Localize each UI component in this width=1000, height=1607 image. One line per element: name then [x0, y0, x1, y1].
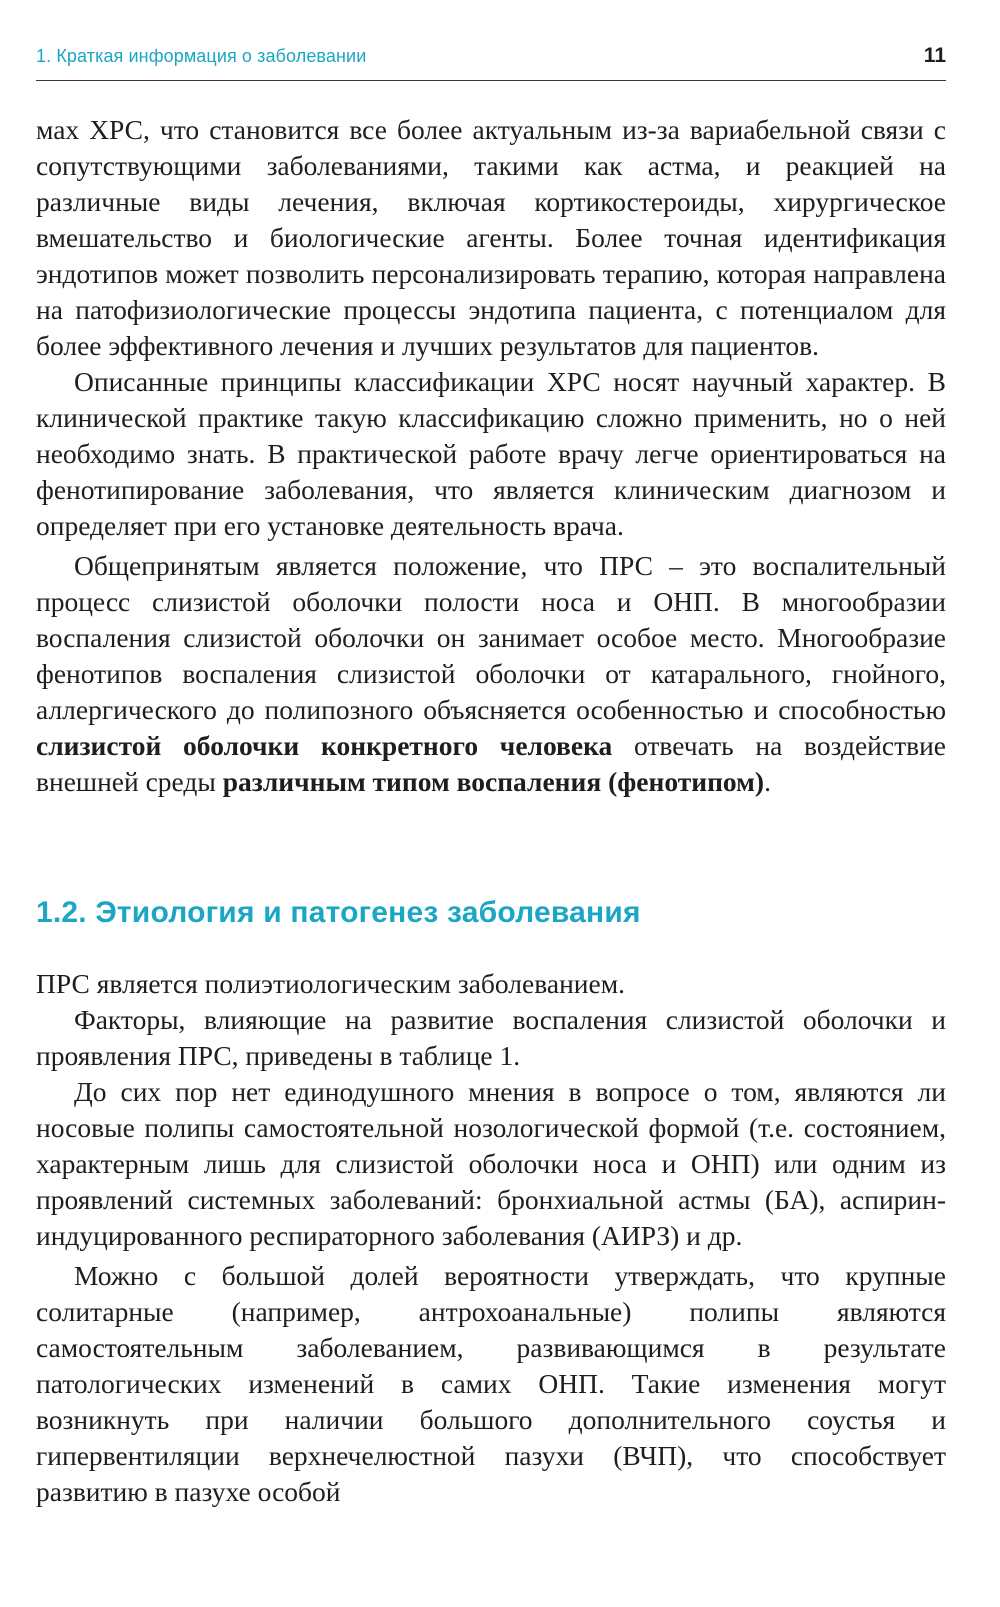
- body-text-top: [36, 112, 946, 800]
- bold-phrase-inflammation-type: различным типом воспаления (фенотипом): [222, 766, 765, 797]
- paragraph-solitary-polyps: Можно с большой долей вероятности утверждать, что крупные солитарные (например, антрохоанальные) полипы являются самостоятельным заболеванием, развивающимся в результате патологических изменений в самих ОНП. Такие изменения могут возникнуть при наличии большого дополнительного соустья и гипервентиляции верхнечелюстной пазухи (ВЧП), что способствует развитию в пазухе особой: [36, 1260, 946, 1507]
- paragraph-phenotypes: [36, 548, 946, 800]
- paragraph-polyetiology: ПРС является полиэтиологическим заболеванием.: [36, 968, 625, 999]
- body-text-bottom: [36, 966, 946, 1510]
- paragraph-classification: Описанные принципы классификации ХРС носят научный характер. В клинической практике такую классификацию сложно применить, но о ней необходимо знать. В практической работе врачу легче ориентироваться на фенотипирование заболевания, что является клиническим диагнозом и определяет при его установке деятельность врача.: [36, 366, 946, 541]
- section-heading: 1.2. Этиология и патогенез заболевания: [36, 896, 641, 929]
- bold-phrase-mucosa: слизистой оболочки конкретного человека: [36, 730, 613, 761]
- phenotypes-text-c: отвечать на воздействие внешней среды: [36, 730, 946, 797]
- paragraph-polyps-nature: До сих пор нет единодушного мнения в вопросе о том, являются ли носовые полипы самостоятельной нозологической формой (т.е. состоянием, характерным лишь для слизистой оболочки носа и ОНП) или одним из проявлений системных заболеваний: бронхиальной астмы (БА), аспирин-индуцированного респираторного заболевания (АИРЗ) и др.: [36, 1076, 946, 1251]
- running-title: 1. Краткая информация о заболевании: [36, 46, 367, 66]
- phenotypes-text-d: .: [764, 766, 771, 797]
- paragraph-factors: Факторы, влияющие на развитие воспаления слизистой оболочки и проявления ПРС, приведены в таблице 1.: [36, 1004, 946, 1071]
- page-number: 11: [923, 44, 946, 67]
- phenotypes-text-a: Общепринятым является положение, что ПРС – это воспалительный процесс слизистой оболочки полости носа и ОНП. В многообразии воспаления слизистой оболочки он занимает особое место. Многообразие фенотипов воспаления слизистой оболочки от катарального, гнойного, аллергического до полипозного объясняется особенностью и способностью: [36, 550, 946, 725]
- running-header: [36, 44, 946, 81]
- paragraph-continued: мах ХРС, что становится все более актуальным из-за вариабельной связи с сопутствующими заболеваниями, такими как астма, и реакцией на различные виды лечения, включая кортикостероиды, хирургическое вмешательство и биологические агенты. Более точная идентификация эндотипов может позволить персонализировать терапию, которая направлена на патофизиологические процессы эндотипа пациента, с потенциалом для более эффективного лечения и лучших результатов для пациентов.: [36, 114, 946, 361]
